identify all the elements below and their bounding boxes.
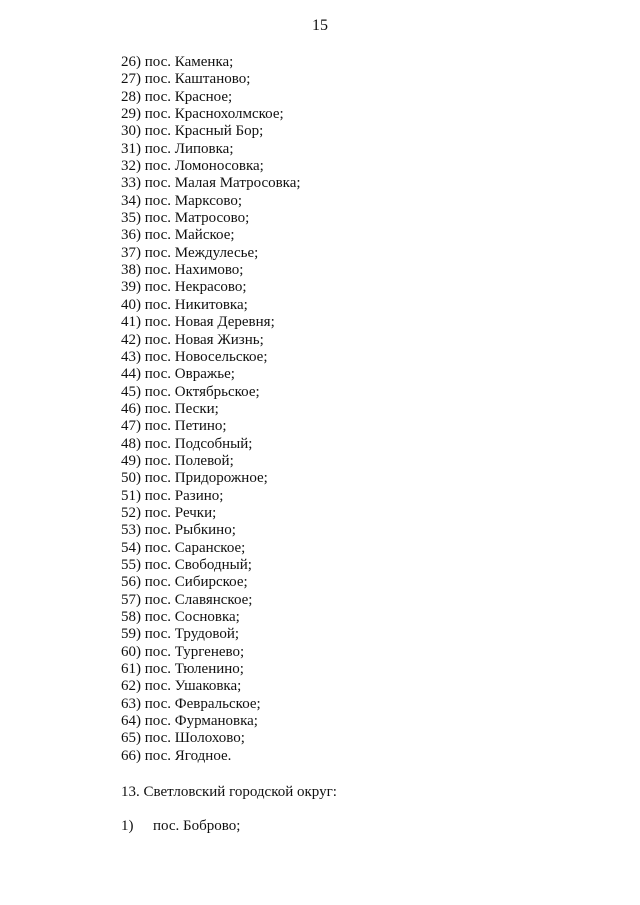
list-item: 49) пос. Полевой; <box>121 452 234 469</box>
list-item: 29) пос. Краснохолмское; <box>121 106 284 123</box>
list-item: 62) пос. Ушаковка; <box>121 678 242 695</box>
list-item: 32) пос. Ломоносовка; <box>121 158 264 175</box>
list-item: 36) пос. Майское; <box>121 227 235 244</box>
list-item: 40) пос. Никитовка; <box>121 296 248 313</box>
list-item: 39) пос. Некрасово; <box>121 279 247 296</box>
list-item: 50) пос. Придорожное; <box>121 470 268 487</box>
list-item: 58) пос. Сосновка; <box>121 609 240 625</box>
list-item: 55) пос. Свободный; <box>121 556 252 573</box>
list-item: 27) пос. Каштаново; <box>121 71 251 88</box>
section-heading: 13. Светловский городской округ: <box>121 784 337 800</box>
list-item: 54) пос. Саранское; <box>121 539 246 556</box>
list-item: 53) пос. Рыбкино; <box>121 522 236 539</box>
list-item: 35) пос. Матросово; <box>121 210 250 227</box>
list-item: 56) пос. Сибирское; <box>121 574 248 591</box>
list-item: 33) пос. Малая Матросовка; <box>121 175 301 192</box>
list-item: 48) пос. Подсобный; <box>121 435 253 452</box>
list-item: 47) пос. Петино; <box>121 418 227 435</box>
list-item: 38) пос. Нахимово; <box>121 262 244 279</box>
list-item: 63) пос. Февральское; <box>121 695 261 712</box>
list-item: 30) пос. Красный Бор; <box>121 123 264 140</box>
list-item: 59) пос. Трудовой; <box>121 626 240 643</box>
list-item: 41) пос. Новая Деревня; <box>121 314 275 331</box>
sub-list-item <box>121 817 240 835</box>
list-item: 65) пос. Шолохово; <box>121 730 245 747</box>
list-item: 52) пос. Речки; <box>121 504 217 521</box>
list-item: 66) пос. Ягодное. <box>121 747 232 764</box>
list-item: 46) пос. Пески; <box>121 400 219 417</box>
list-item: 64) пос. Фурмановка; <box>121 713 258 730</box>
list-item: 43) пос. Новосельское; <box>121 348 268 365</box>
list-item: 42) пос. Новая Жизнь; <box>121 331 264 348</box>
settlement-list <box>121 54 301 765</box>
list-item: 31) пос. Липовка; <box>121 140 234 157</box>
sub-item-number: 1) <box>121 818 134 834</box>
list-item: 57) пос. Славянское; <box>121 591 253 608</box>
list-item: 45) пос. Октябрьское; <box>121 383 260 400</box>
list-item: 44) пос. Овражье; <box>121 366 235 383</box>
list-item: 34) пос. Марксово; <box>121 192 243 209</box>
list-item: 28) пос. Красное; <box>121 88 233 105</box>
page-number: 15 <box>312 17 328 34</box>
list-item: 51) пос. Разино; <box>121 487 224 504</box>
list-item: 60) пос. Тургенево; <box>121 643 245 660</box>
list-item: 61) пос. Тюленино; <box>121 661 244 678</box>
sub-item-text: пос. Боброво; <box>153 818 241 834</box>
list-item: 26) пос. Каменка; <box>121 54 234 70</box>
list-item: 37) пос. Междулесье; <box>121 244 259 261</box>
